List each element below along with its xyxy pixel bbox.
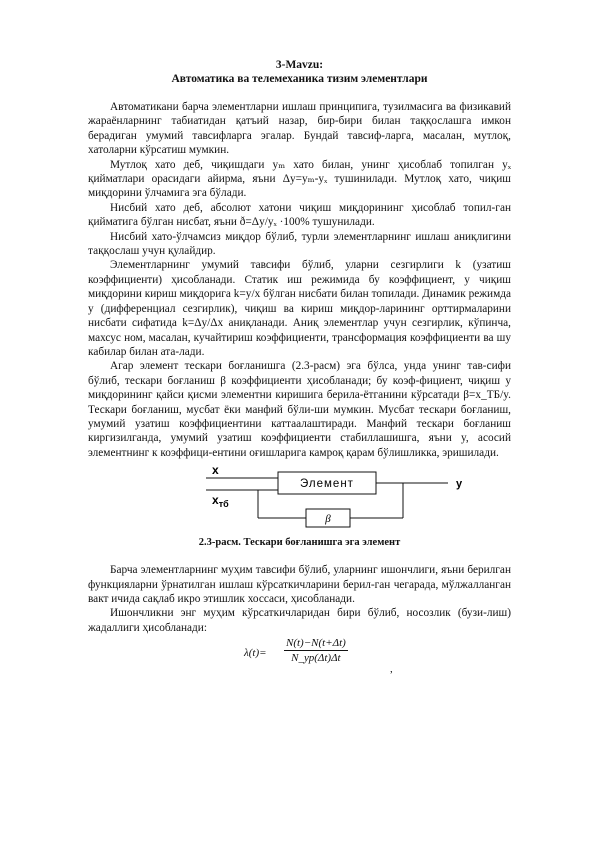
figure-caption: 2.3-расм. Тескари боғланишга эга элемент (198, 537, 401, 549)
failure-rate-formula (88, 635, 511, 685)
input-label: x (212, 464, 219, 478)
formula-comma: , (390, 663, 393, 676)
paragraph: Мутлоқ хато деб, чиқишдаги yₘ хато билан, унинг ҳисоблаб топилган yₓ қийматлари орасидаги айирма, яъни Δy=yₘ-yₓ тушинилади. Мутлоқ хато, чиқиш миқдорини ўлчамига эга бўлади. (88, 158, 511, 200)
feedback-diagram-svg (88, 464, 511, 534)
formula-fraction (284, 637, 348, 664)
paragraph: Нисбий хато-ўлчамсиз миқдор бўлиб, турли элементларнинг ишлаш аниқлигини таққослаш учун қулайдир. (88, 230, 511, 258)
paragraph: Автоматикани барча элементларни ишлаш принципига, тузилмасига ва физикавий жараёнларнинг табиатидан қатъий назар, бир-бири билан таққослашга имкон берадиган умумий тавсифларга эгалар. Бундай тавсиф-ларга, масалан, мутлоқ, хатоларни кўрсатиш мумкин. (88, 101, 511, 157)
formula-lhs: λ(t)= (244, 647, 267, 660)
feedback-input-label: $x_{тб}$ (212, 493, 229, 510)
document-page (88, 58, 511, 685)
paragraph: Ишончликни энг муҳим кўрсаткичларидан бири бўлиб, носозлик (бузи-лиш) жадаллиги ҳисобланади: (88, 607, 511, 634)
output-label: y (456, 478, 463, 491)
feedback-label: β (325, 513, 331, 526)
paragraph: Нисбий хато деб, абсолют хатони чиқиш миқдорининг ҳисоблаб топил-ган қийматига бўлган нисбат, яъни ð=Δy/yₓ ·100% тушунилади. (88, 201, 511, 229)
paragraph: Барча элементларнинг муҳим тавсифи бўлиб, уларнинг ишончлиги, яъни берилган функцияларни ўрнатилган ишлаш кўрсаткичларини берил-ган чегарада, мўлжалланган вакт ичида сақлаб икро этишлик хоссаси, ҳисобланади. (88, 564, 511, 605)
page-title: 3-Mavzu: (275, 59, 324, 71)
paragraph: Агар элемент тескари боғланишга (2.3-расм) эга бўлса, унда унинг тав-сифи бўлиб, тескари боғланиш β коэффициенти ҳисобланади; бу коэф-фициент, чиқиш y миқдорининг қайси қисми элементни киришига берила-ётганини кўрсатади β=x_ТБ/y. Тескари боғланиш, мусбат ёки манфий бўли-ши мумкин. Мусбат тескари боғланиш, умумий узатиш коэффициентини каттаалаштиради. Манфий тескари боғланиш киргизилганда, умумий узатиш коэффициенти стабиллашишга, яъни y, асосий элементнинг к коэффици-ентини оғишларига камроқ қарам бўлишликка, эришилади. (88, 360, 511, 459)
feedback-diagram (88, 464, 511, 534)
page-subtitle: Автоматика ва телемеханика тизим элементлари (171, 73, 428, 85)
formula-numerator: N(t)−N(t+Δt) (286, 637, 346, 650)
formula-denominator: N_ур(Δt)Δt (291, 652, 341, 665)
paragraph: Элементларнинг умумий тавсифи бўлиб, уларни сезгирлиги k (узатиш коэффициенти) ҳисобланади. Статик иш режимида бу коэффициент, y чиқиш миқдорини кириш миқдорига k=y/x бўлган нисбати билан топилади. Динамик режимда у (дифференциал сезгирлик), чиқиш ва кириш миқдор-ларининг орттирмаларини нисбати сифатида k=Δy/Δx аниқланади. Аниқ элементлар учун сезгирлик, кўпинча, махсус ном, масалан, кучайтириш коэффициенти, трансформация коэффициенти ва шу кабилар билан ата-лади. (88, 259, 511, 358)
element-label: Элемент (300, 478, 354, 491)
